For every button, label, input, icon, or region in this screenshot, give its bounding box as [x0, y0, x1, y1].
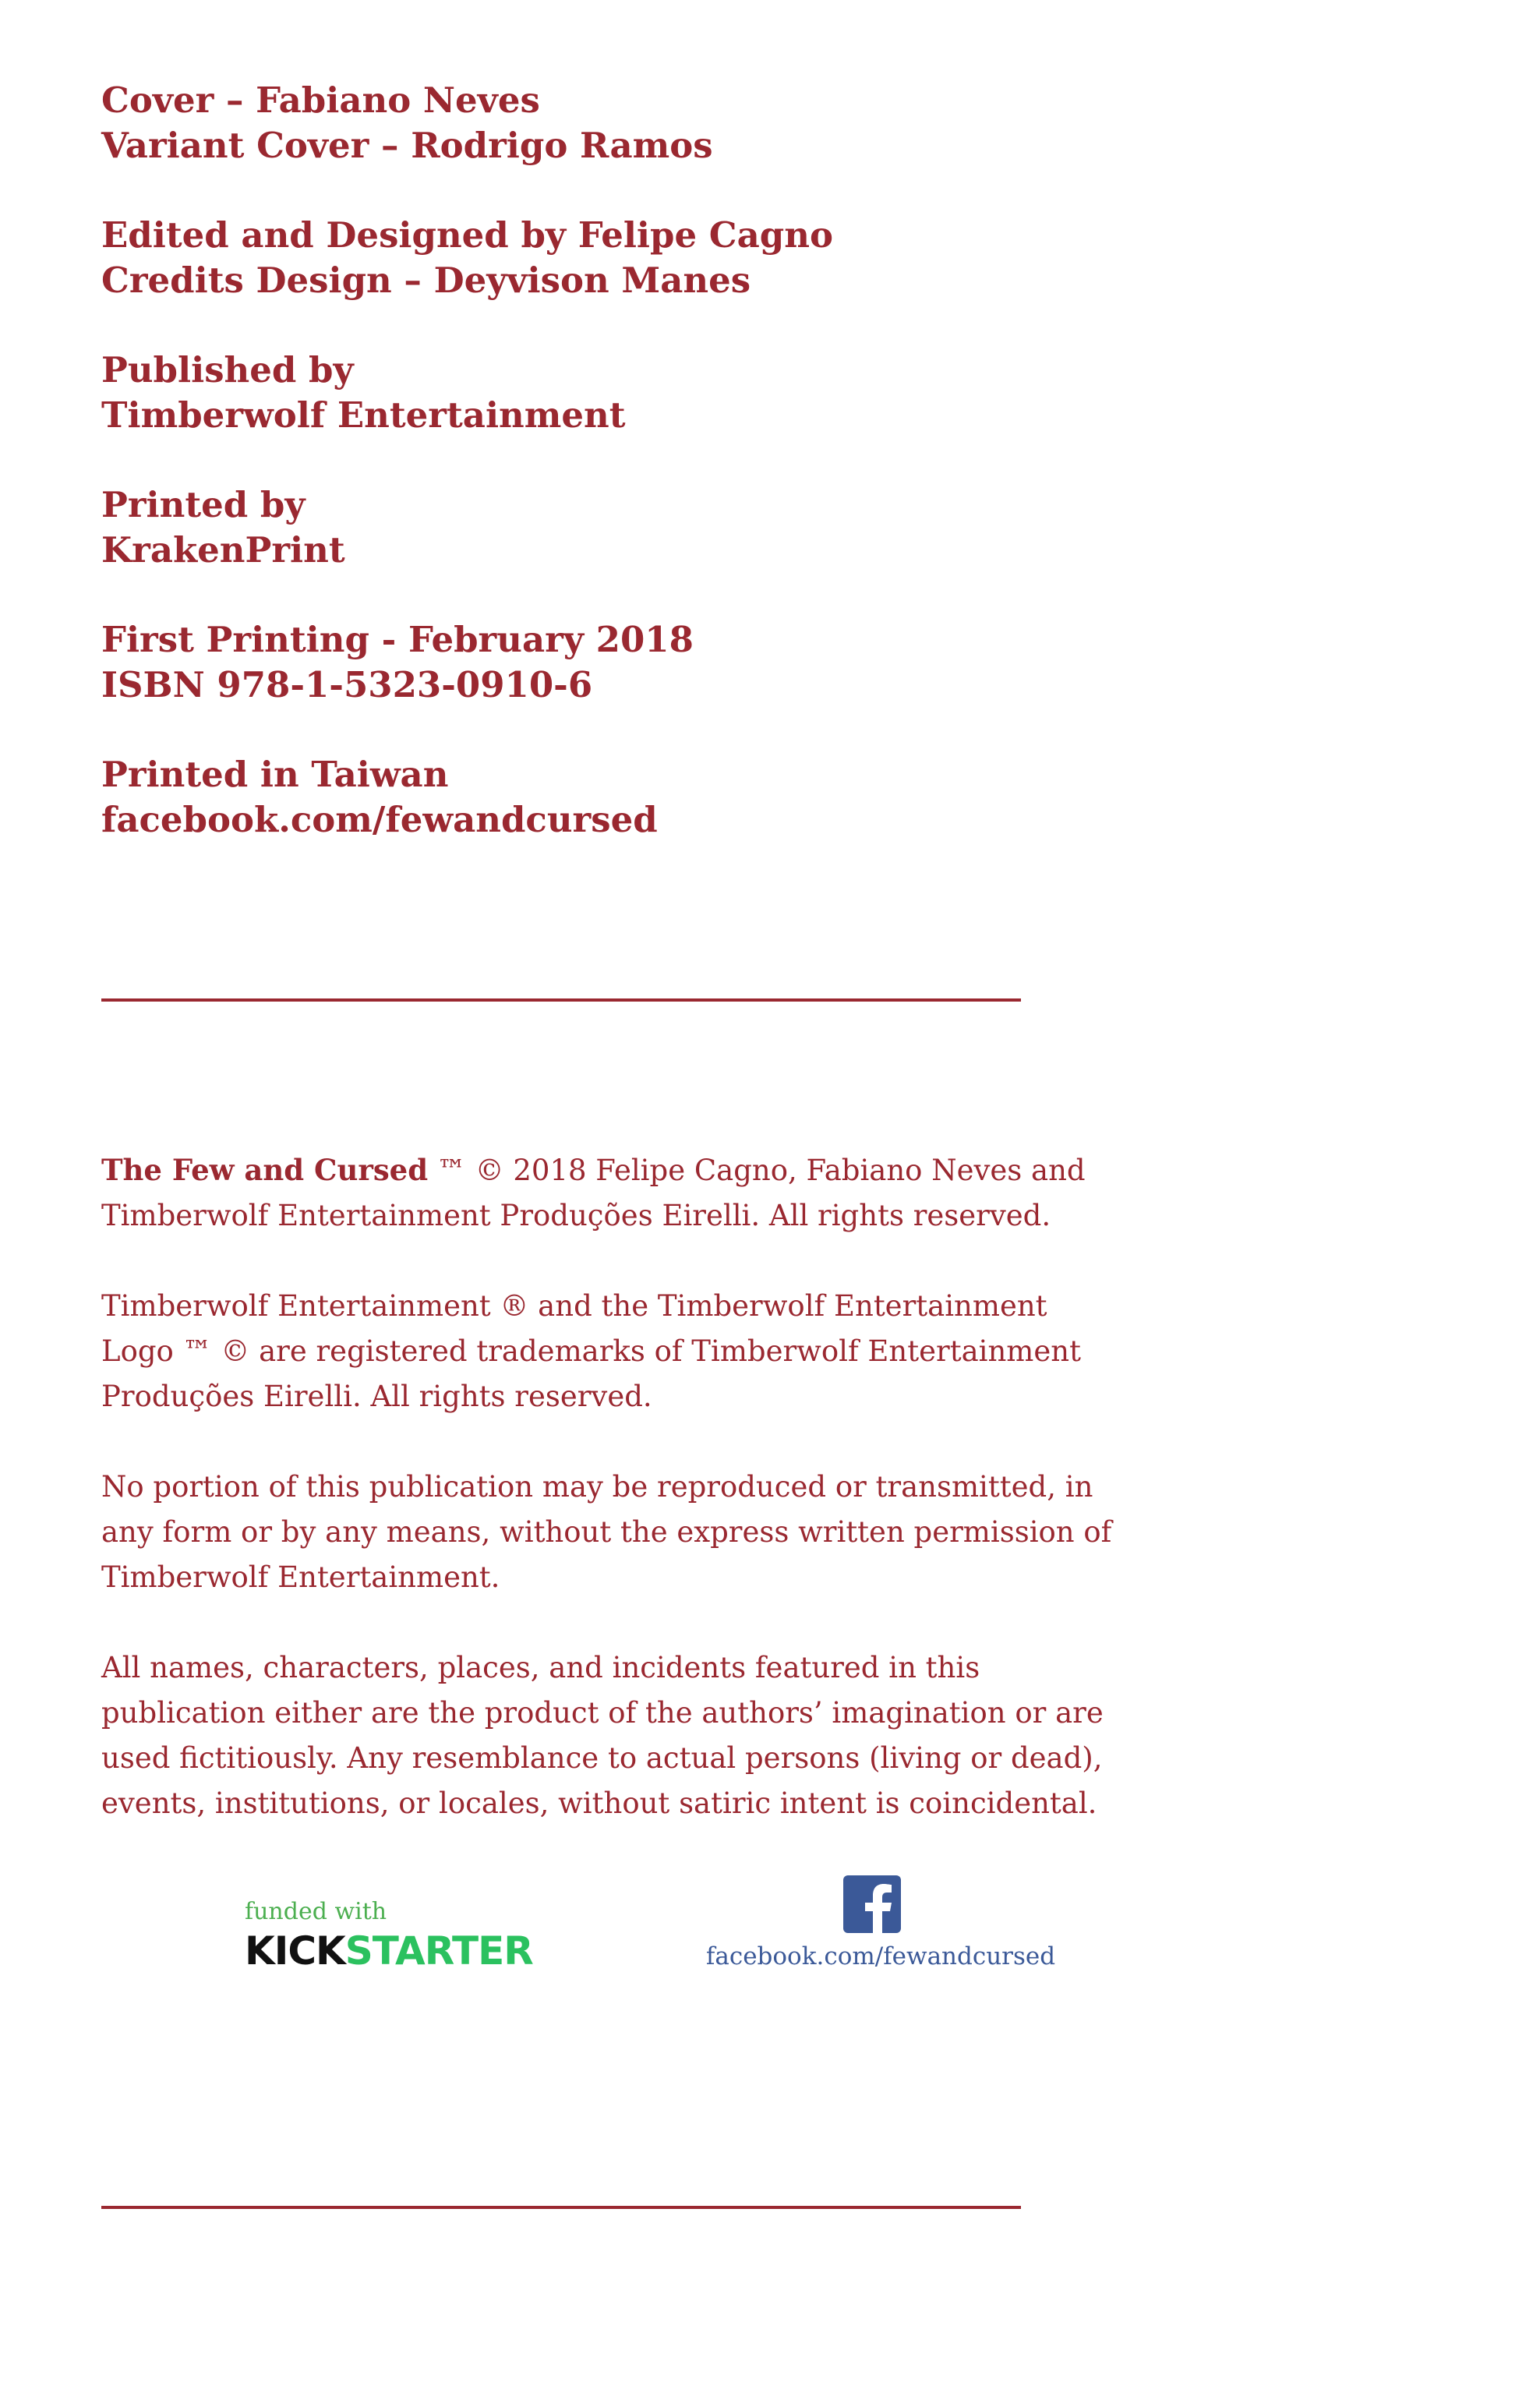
reproduction-paragraph — [101, 1465, 1270, 1600]
origin-info — [101, 752, 1192, 843]
credits-block — [101, 78, 1192, 887]
facebook-badge — [701, 1875, 1138, 1977]
credit-line: Timberwolf Entertainment — [101, 394, 626, 436]
credit-line: KrakenPrint — [101, 529, 345, 571]
facebook-url-credit: facebook.com/fewandcursed — [101, 799, 658, 840]
kickstarter-badge — [245, 1899, 572, 1977]
kickstarter-logo-icon — [245, 1930, 572, 1972]
credit-line: Variant Cover – Rodrigo Ramos — [101, 125, 713, 166]
divider-bottom — [101, 2206, 1021, 2209]
disclaimer-line: publication either are the product of the authors’ imagination or are — [101, 1696, 1104, 1730]
editor-credits — [101, 213, 1192, 303]
copyright-paragraph — [101, 1147, 1270, 1239]
printer-credits — [101, 482, 1192, 573]
credit-line: Published by — [101, 349, 354, 391]
trademark-line: Logo ™ © are registered trademarks of Timberwolf Entertainment — [101, 1334, 1081, 1368]
cover-credits — [101, 78, 1192, 168]
reproduction-line: No portion of this publication may be reproduced or transmitted, in — [101, 1470, 1093, 1504]
reproduction-line: any form or by any means, without the express written permission of — [101, 1515, 1112, 1549]
credit-line: Printed by — [101, 484, 306, 525]
trademark-paragraph — [101, 1284, 1270, 1419]
facebook-icon — [843, 1875, 901, 1933]
credit-line: First Printing - February 2018 — [101, 619, 694, 660]
legal-notice — [101, 1147, 1270, 1871]
facebook-url[interactable]: facebook.com/fewandcursed — [705, 1942, 1056, 1970]
copyright-holders: ™ © 2018 Felipe Cagno, Fabiano Neves and — [428, 1154, 1086, 1187]
funded-with-label: funded with — [245, 1898, 387, 1925]
copyright-line: Timberwolf Entertainment Produções Eirelli. All rights reserved. — [101, 1199, 1051, 1232]
credit-line: Cover – Fabiano Neves — [101, 80, 540, 121]
credit-line: Edited and Designed by Felipe Cagno — [101, 214, 833, 256]
kickstarter-logo-kick: KICK — [245, 1928, 345, 1974]
credit-line: Printed in Taiwan — [101, 754, 449, 795]
disclaimer-line: used fictitiously. Any resemblance to actual persons (living or dead), — [101, 1741, 1103, 1775]
printing-info — [101, 617, 1192, 708]
kickstarter-logo-starter: STARTER — [344, 1928, 533, 1974]
trademark-line: Timberwolf Entertainment ® and the Timberwolf Entertainment — [101, 1289, 1047, 1323]
publisher-credits — [101, 348, 1192, 438]
divider-top — [101, 998, 1021, 1002]
isbn: ISBN 978-1-5323-0910-6 — [101, 664, 593, 705]
disclaimer-line: All names, characters, places, and incidents featured in this — [101, 1651, 980, 1684]
fiction-disclaimer-paragraph — [101, 1645, 1270, 1826]
book-title: The Few and Cursed — [101, 1153, 429, 1187]
reproduction-line: Timberwolf Entertainment. — [101, 1560, 500, 1594]
trademark-line: Produções Eirelli. All rights reserved. — [101, 1380, 652, 1413]
credit-line: Credits Design – Deyvison Manes — [101, 260, 751, 301]
disclaimer-line: events, institutions, or locales, without satiric intent is coincidental. — [101, 1786, 1097, 1820]
copyright-line — [101, 1147, 1270, 1193]
